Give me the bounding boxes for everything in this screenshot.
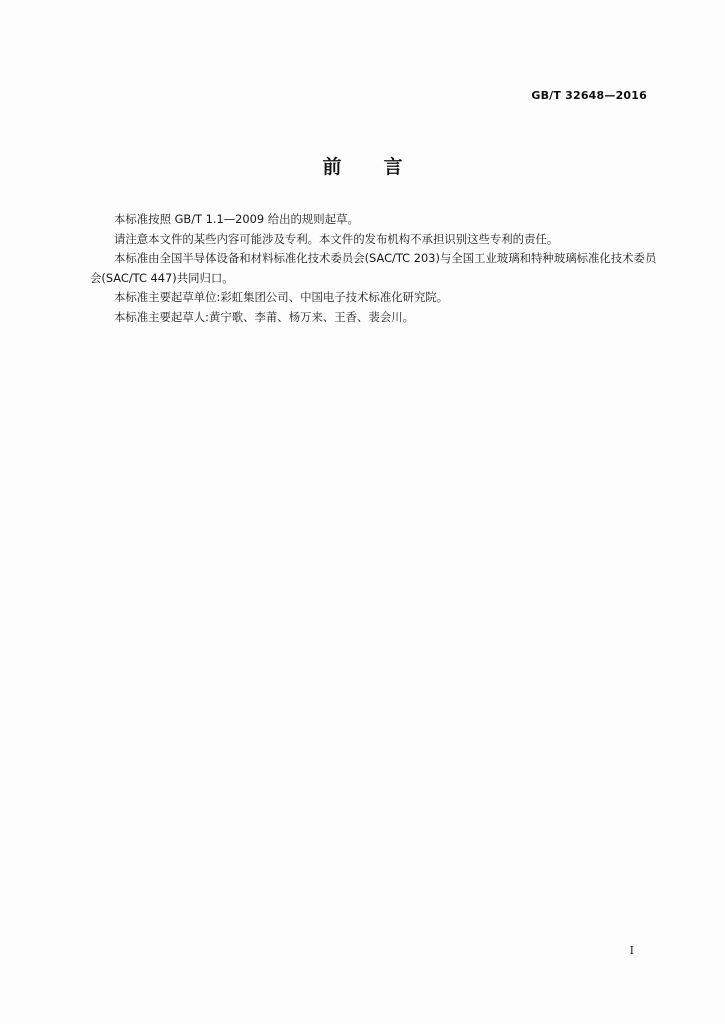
preface-body <box>90 210 660 328</box>
page-number: I <box>629 944 634 957</box>
page-title: 前言 <box>322 156 445 178</box>
paragraph-patent-notice: 请注意本文件的某些内容可能涉及专利。本文件的发布机构不承担识别这些专利的责任。 <box>114 231 559 246</box>
paragraph-technical-committee: 本标准由全国半导体设备和材料标准化技术委员会(SAC/TC 203)与全国工业玻璃和特种玻璃标准化技术委员会(SAC/TC 447)共同归口。 <box>90 251 657 285</box>
standard-code: GB/T 32648—2016 <box>531 89 647 102</box>
paragraph-drafting-organizations: 本标准主要起草单位:彩虹集团公司、中国电子技术标准化研究院。 <box>114 290 449 305</box>
paragraph-drafting-rules: 本标准按照 GB/T 1.1—2009 给出的规则起草。 <box>114 212 359 226</box>
paragraph-drafters: 本标准主要起草人:黄宁歌、李莆、杨万来、王香、裴会川。 <box>114 309 414 324</box>
